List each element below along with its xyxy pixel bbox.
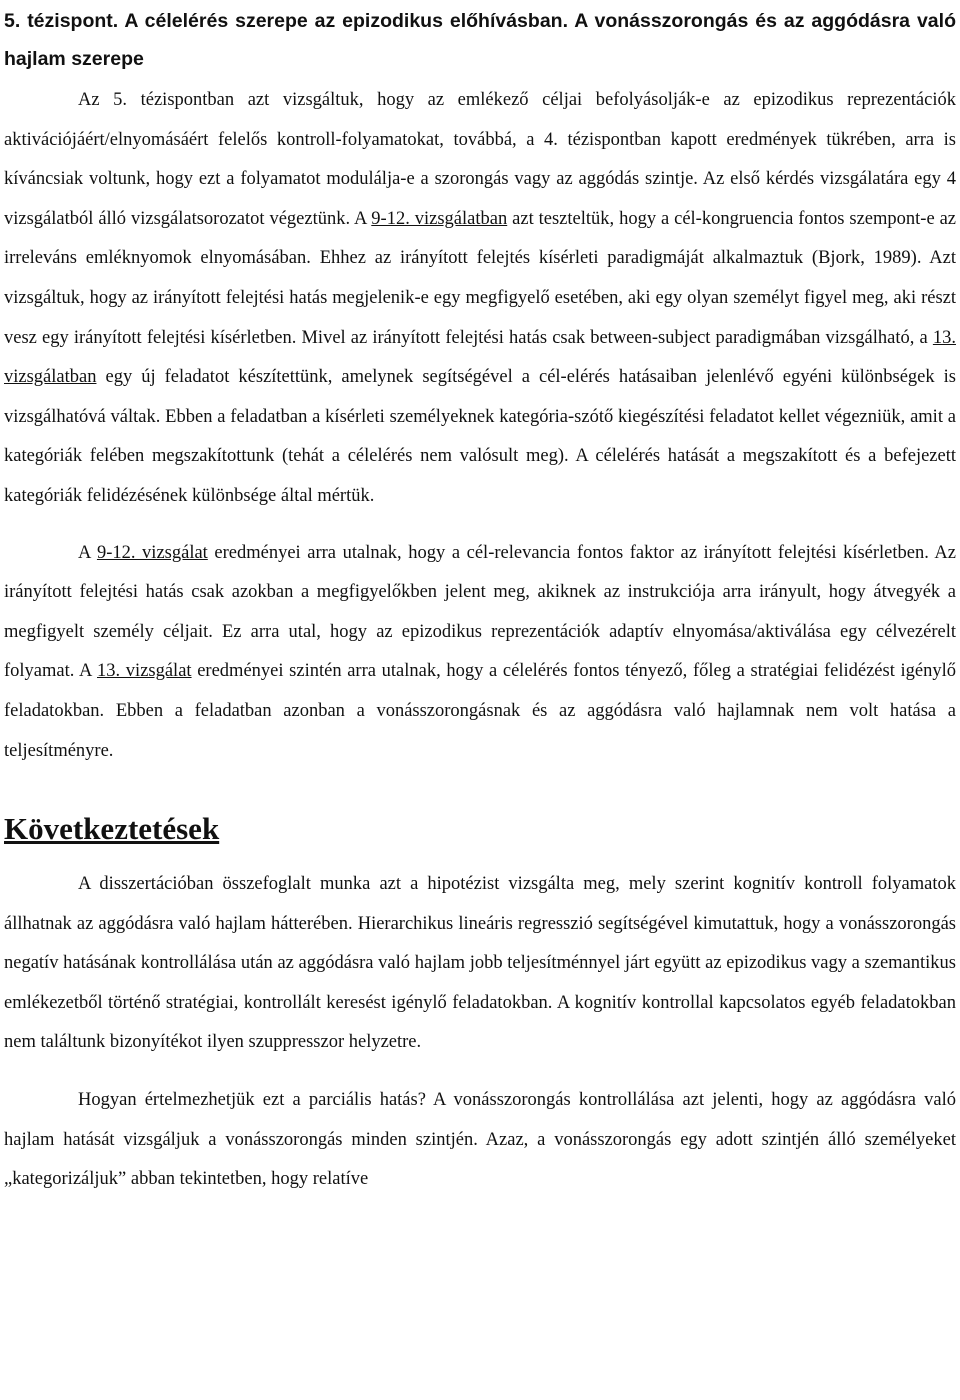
paragraph bbox=[4, 1081, 956, 1200]
section-heading bbox=[4, 2, 956, 78]
thesis-5-body bbox=[4, 81, 956, 771]
heading-number: 5. tézispont. bbox=[4, 10, 119, 32]
text-run: azt teszteltük, hogy a cél-kongruencia fontos szempont-e az irreleváns emléknyomok elnyomásában. Ehhez az irányított felejtés kísérleti paradigmáját alkalmaztuk (Bjork, 1989). Azt vizsgáltuk, hogy az irányított felejtési hatás megjelenik-e egy megfigyelő esetében, aki egy olyan személyt figyel meg, aki részt vesz egy irányított felejtési kísérletben. Mivel az irányított felejtési hatás csak between-subject paradigmában vizsgálható, a bbox=[4, 208, 956, 348]
text-run: eredményei arra utalnak, hogy a cél-relevancia fontos faktor az irányított felejtési kísérletben. Az irányított felejtési hatás csak azokban a megfigyelőkben jelent meg, akiknek az instrukciója arra irányult, hogy átvegyék a megfigyelt személy céljait. Ez arra utal, hogy az epizodikus reprezentációk adaptív elnyomása/aktiválása egy célvezérelt folyamat. A bbox=[4, 542, 956, 682]
heading-text: A célelérés szerepe az epizodikus előhívásban. A vonásszorongás és az aggódásra való hajlam szerepe bbox=[4, 10, 956, 70]
text-run: A disszertációban összefoglalt munka azt a hipotézist vizsgálta meg, mely szerint kognitív kontroll folyamatok állhatnak az aggódásra való hajlam hátterében. Hierarchikus lineáris regresszió segítségével kimutattuk, hogy a vonásszorongás negatív hatásának kontrollálása után az aggódásra való hajlam jobb teljesítménnyel járt együtt az epizodikus vagy a szemantikus emlékezetből történő stratégiai, kontrollált keresést igénylő feladatokban. A kognitív kontrollal kapcsolatos egyéb feladatokban nem találtunk bizonyítékot ilyen szuppresszor helyzetre. bbox=[4, 874, 956, 1053]
document-page bbox=[4, 0, 956, 1200]
paragraph bbox=[4, 534, 956, 772]
text-run: Az 5. tézispontban azt vizsgáltuk, hogy az emlékező céljai befolyásolják-e az epizodikus reprezentációk aktivációjáért/elnyomásáért felelős kontroll-folyamatokat, továbbá, a 4. tézispontban kapott eredmények tükrében, arra is kíváncsiak voltunk, hogy ezt a folyamatot modulálja-e a szorongás vagy az aggódás szintje. Az első kérdés vizsgálatára egy 4 vizsgálatból álló vizsgálatsorozatot végeztünk. A bbox=[4, 90, 956, 229]
paragraph bbox=[4, 81, 956, 517]
text-run: Hogyan értelmezhetjük ezt a parciális hatás? A vonásszorongás kontrollálása azt jelenti, hogy az aggódásra való hajlam hatását vizsgáljuk a vonásszorongás minden szintjén. Azaz, a vonásszorongás egy adott szintjén álló személyeket „kategorizáljuk” abban tekintetben, hogy relatíve bbox=[4, 1090, 956, 1190]
paragraph bbox=[4, 865, 956, 1063]
text-run: eredményei szintén arra utalnak, hogy a célelérés fontos tényező, főleg a stratégiai felidézést igénylő feladatokban. Ebben a feladatban azonban a vonásszorongásnak és az aggódásra való hajlamnak nem volt hatása a teljesítményre. bbox=[4, 661, 956, 761]
underlined-text: 9-12. vizsgálat bbox=[96, 542, 208, 563]
text-run: egy új feladatot készítettünk, amelynek segítségével a cél-elérés hatásaiban jelenlévő egyéni különbségek is vizsgálhatóvá váltak. Ebben a feladatban a kísérleti személyeknek kategória-szótő kiegészítési feladatot kellet végezniük, amit a kategóriák felében megszakítottunk (tehát a célelérés nem valósult meg). A célelérés hatását a megszakított és a befejezett kategóriák felidézésének különbsége által mértük. bbox=[4, 367, 956, 506]
underlined-text: 13. vizsgálat bbox=[97, 661, 192, 682]
section-title: Következtetések bbox=[4, 811, 220, 847]
underlined-text: 9-12. vizsgálatban bbox=[371, 208, 508, 229]
conclusions-body bbox=[4, 865, 956, 1200]
underlined-text: 13. vizsgálatban bbox=[4, 327, 956, 388]
text-run: A bbox=[78, 542, 97, 563]
